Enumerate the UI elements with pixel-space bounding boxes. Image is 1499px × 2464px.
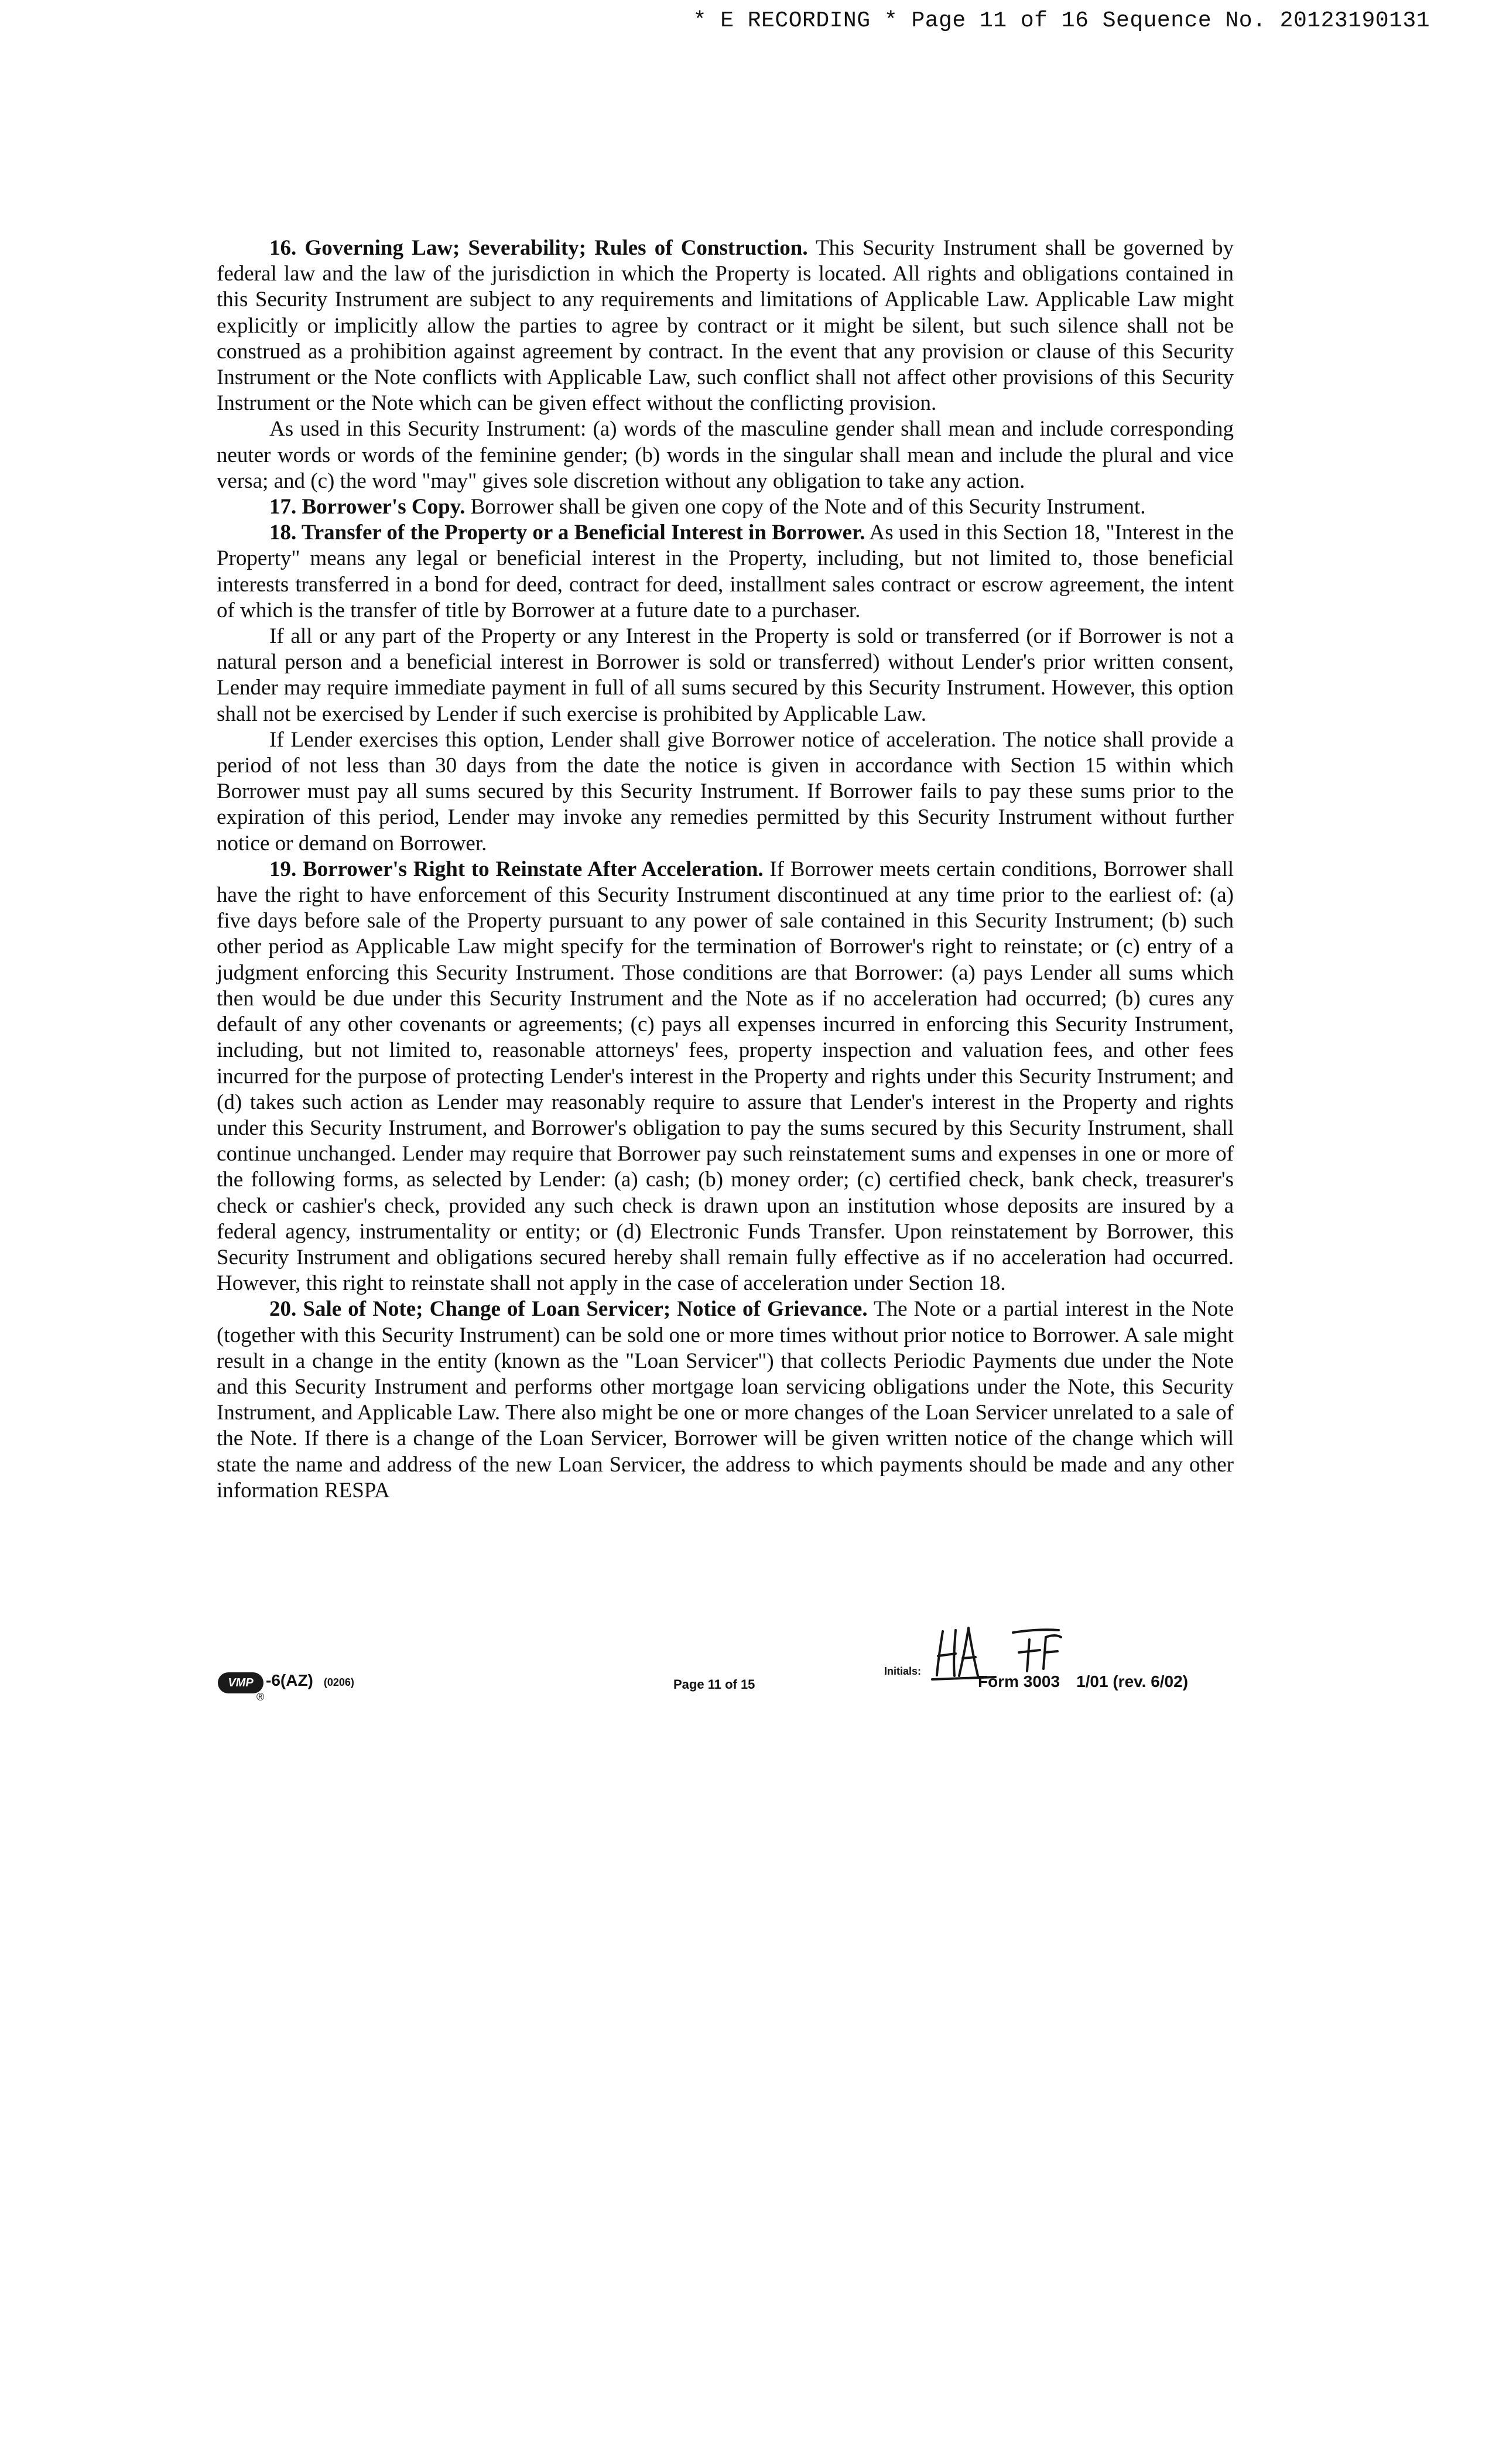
paragraph-section-17: [217, 494, 1234, 520]
page-number: Page 11 of 15: [673, 1677, 755, 1692]
registered-mark: ®: [256, 1691, 265, 1703]
paragraph-section-18-acceleration: [217, 727, 1234, 857]
form-number-label: Form 3003: [978, 1672, 1060, 1690]
section-title: 16. Governing Law; Severability; Rules of Construction.: [269, 236, 808, 260]
recording-stamp: * E RECORDING * Page 11 of 16 Sequence No. 20123190131: [693, 8, 1430, 33]
paragraph-text: If Lender exercises this option, Lender shall give Borrower notice of acceleration. The notice shall provide a period of not less than 30 days from the date the notice is given in accordance with Section 15 within which Borrower must pay all sums secured by this Security Instrument. If Borrower fails to pay these sums prior to the expiration of this period, Lender may invoke any remedies permitted by this Security Instrument without further notice or demand on Borrower.: [217, 727, 1234, 855]
paragraph-section-19: [217, 857, 1234, 1296]
form-revision: 1/01 (rev. 6/02): [1076, 1672, 1189, 1690]
initials-label: Initials:: [884, 1665, 922, 1677]
page-footer: [217, 1616, 1234, 1716]
form-code: [266, 1671, 354, 1690]
paragraph-text: The Note or a partial interest in the Note (together with this Security Instrument) can be sold one or more times without prior notice to Borrower. A sale might result in a change in the entity (known as the "Loan Servicer") that collects Periodic Payments due under the Note and this Security Instrument and performs other mortgage loan servicing obligations under the Note, this Security Instrument, and Applicable Law. There also might be one or more changes of the Loan Servicer unrelated to a sale of the Note. If there is a change of the Loan Servicer, Borrower will be given written notice of the change which will state the name and address of the new Loan Servicer, the address to which payments should be made and any other information RESPA: [217, 1297, 1234, 1503]
form-code-label: -6(AZ): [266, 1671, 313, 1689]
paragraph-text: This Security Instrument shall be governed by federal law and the law of the jurisdiction in which the Property is located. All rights and obligations contained in this Security Instrument are subject to any requirements and limitations of Applicable Law. Applicable Law might explicitly or implicitly allow the parties to agree by contract or it might be silent, but such silence shall not be construed as a prohibition against agreement by contract. In the event that any provision or clause of this Security Instrument or the Note conflicts with Applicable Law, such conflict shall not affect other provisions of this Security Instrument or the Note which can be given effect without the conflicting provision.: [217, 236, 1234, 416]
paragraph-text: Borrower shall be given one copy of the Note and of this Security Instrument.: [465, 495, 1146, 519]
section-title: 20. Sale of Note; Change of Loan Servicer; Notice of Grievance.: [269, 1297, 868, 1322]
paragraph-text: As used in this Section 18, "Interest in the Property" means any legal or beneficial interest in the Property, including, but not limited to, those beneficial interests transferred in a bond for deed, contract for deed, installment sales contract or escrow agreement, the intent of which is the transfer of title by Borrower at a future date to a purchaser.: [217, 521, 1234, 622]
paragraph-text: As used in this Security Instrument: (a) words of the masculine gender shall mean and include corresponding neuter words or words of the feminine gender; (b) words in the singular shall mean and include the plural and vice versa; and (c) the word "may" gives sole discretion without any obligation to take any action.: [217, 417, 1234, 493]
form-date-code: (0206): [323, 1676, 354, 1688]
paragraph-section-16: [217, 235, 1234, 416]
paragraph-text: If all or any part of the Property or any Interest in the Property is sold or transferred (or if Borrower is not a natural person and a beneficial interest in Borrower is sold or transferred) without Lender's prior written consent, Lender may require immediate payment in full of all sums secured by this Security Instrument. However, this option shall not be exercised by Lender if such exercise is prohibited by Applicable Law.: [217, 624, 1234, 726]
form-number: [978, 1672, 1188, 1691]
paragraph-text: If Borrower meets certain conditions, Borrower shall have the right to have enforcement of this Security Instrument discontinued at any time prior to the earliest of: (a) five days before sale of the Property pursuant to any power of sale contained in this Security Instrument; (b) such other period as Applicable Law might specify for the termination of Borrower's right to reinstate; or (c) entry of a judgment enforcing this Security Instrument. Those conditions are that Borrower: (a) pays Lender all sums which then would be due under this Security Instrument and the Note as if no acceleration had occurred; (b) cures any default of any other covenants or agreements; (c) pays all expenses incurred in enforcing this Security Instrument, including, but not limited to, reasonable attorneys' fees, property inspection and valuation fees, and other fees incurred for the purpose of protecting Lender's interest in the Property and rights under this Security Instrument; and (d) takes such action as Lender may reasonably require to assure that Lender's interest in the Property and rights under this Security Instrument, and Borrower's obligation to pay the sums secured by this Security Instrument, shall continue unchanged. Lender may require that Borrower pay such reinstatement sums and expenses in one or more of the following forms, as selected by Lender: (a) cash; (b) money order; (c) certified check, bank check, treasurer's check or cashier's check, provided any such check is drawn upon an institution whose deposits are insured by a federal agency, instrumentality or entity; or (d) Electronic Funds Transfer. Upon reinstatement by Borrower, this Security Instrument and obligations secured hereby shall remain fully effective as if no acceleration had occurred. However, this right to reinstate shall not apply in the case of acceleration under Section 18.: [217, 857, 1234, 1296]
section-title: 17. Borrower's Copy.: [269, 495, 466, 519]
section-title: 19. Borrower's Right to Reinstate After Acceleration.: [269, 857, 764, 881]
section-title: 18. Transfer of the Property or a Beneficial Interest in Borrower.: [269, 521, 865, 545]
paragraph-section-18: [217, 520, 1234, 624]
paragraph-section-18-transfer: [217, 624, 1234, 727]
vmp-logo: VMP: [218, 1672, 263, 1693]
paragraph-section-20: [217, 1296, 1234, 1504]
paragraph-section-16-definitions: [217, 416, 1234, 494]
document-body: [217, 235, 1234, 1504]
